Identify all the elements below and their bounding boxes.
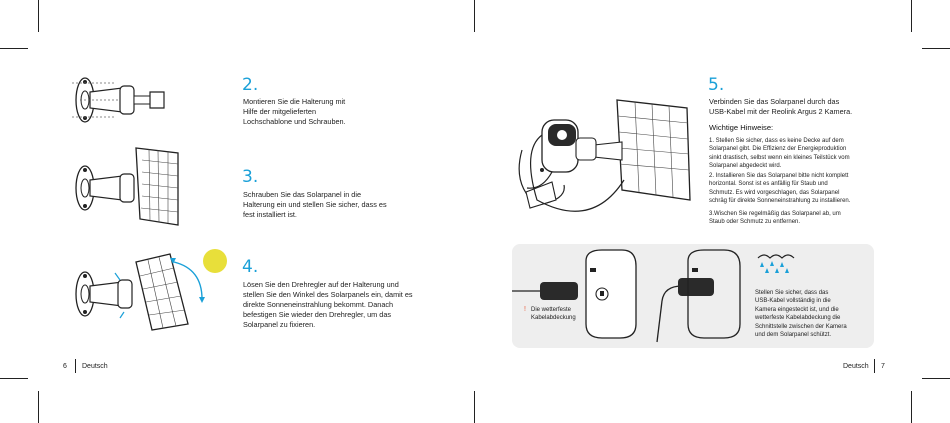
hint-2 [709,172,850,206]
text-line: horizontal. Sonst ist es anfällig für Staub und [709,181,828,188]
crop-mark [911,391,912,423]
step-text [243,280,413,330]
text-line: USB-Kabel vollständig in die [755,298,831,305]
cable-cover-label [531,306,576,323]
footer-separator [75,359,76,373]
text-line: Solarpanel abgedeckt wird. [709,163,782,170]
text-line: Staub oder Schmutz zu entfernen. [709,219,801,226]
text-line: Lochschablone und Schrauben. [243,117,346,126]
text-line: Halterung ein und stellen Sie sicher, dass es [243,200,387,209]
text-line: direkte Sonneneinstrahlung bekommt. Danach [243,300,394,309]
text-line: Schnittstelle zwischen der Kamera [755,323,847,330]
text-line: Schmutz. Es wird vorgeschlagen, das Solarpanel [709,189,840,196]
page-number: 6 [63,363,67,370]
crop-mark [922,378,950,379]
text-line: Montieren Sie die Halterung mit [243,97,346,106]
callout-marker: ! [524,306,526,313]
text-line: sinkt drastisch, selbst wenn ein kleines Teilstück vom [709,154,850,161]
crop-mark [0,48,28,49]
footer-language: Deutsch [82,363,108,370]
crop-mark [0,378,28,379]
crop-mark [38,391,39,423]
text-line: wetterfeste Kabelabdeckung die [755,315,841,322]
text-line: Kamera eingesteckt ist, und die [755,306,839,313]
hint-3 [709,210,841,227]
cable-cover-note [755,289,847,339]
text-line: 3.Wischen Sie regelmäßig das Solarpanel ab, um [709,211,841,217]
hints-title: Wichtige Hinweise: [709,123,774,132]
text-line: fest installiert ist. [243,210,297,219]
text-line: Stellen Sie sicher, dass das [755,290,829,296]
hint-1 [709,137,850,171]
step-number: 2. [242,75,259,95]
footer-separator [874,359,875,373]
text-line: 1. Stellen Sie sicher, dass es keine Decke auf dem [709,138,844,144]
mount-template-illustration [70,72,180,132]
crop-mark [922,48,950,49]
step-number: 5. [708,75,725,95]
crop-mark [911,0,912,32]
text-line: Solarpanel zu fixieren. [243,320,316,329]
crop-mark [38,0,39,32]
crop-mark [474,0,475,32]
text-line: Schrauben Sie das Solarpanel in die [243,190,362,199]
text-line: Kabelabdeckung [531,315,576,322]
text-line: Die wetterfeste [531,307,572,313]
step-number: 4. [242,257,259,277]
adjust-angle-illustration [70,244,240,334]
rain-icon [754,252,800,276]
step-text [243,190,387,220]
text-line: Verbinden Sie das Solarpanel durch das [709,97,840,106]
text-line: 2. Installieren Sie das Solarpanel bitte nicht komplett [709,173,849,179]
step-number: 3. [242,167,259,187]
solar-panel-mount-illustration [70,143,190,233]
text-line: befestigen Sie wieder den Drehregler, um das [243,310,392,319]
crop-mark [474,391,475,423]
step-text [709,97,852,117]
text-line: stellen Sie den Winkel des Solarpanels ein, damit es [243,290,413,299]
text-line: Solarpanel gibt. Die Effizienz der Energieproduktion [709,146,847,153]
page-number: 7 [881,363,885,370]
camera-solar-connection-illustration [512,90,707,235]
text-line: schräg für direkte Sonneneinstrahlung zu installieren. [709,198,851,205]
text-line: Hilfe der mitgelieferten [243,107,317,116]
footer-language: Deutsch [843,363,869,370]
text-line: USB-Kabel mit der Reolink Argus 2 Kamera. [709,107,853,116]
step-text [243,97,346,127]
text-line: Lösen Sie den Drehregler auf der Halterung und [243,280,399,289]
text-line: und dem Solarpanel schützt. [755,332,832,339]
cable-cover-illustration [512,246,752,346]
